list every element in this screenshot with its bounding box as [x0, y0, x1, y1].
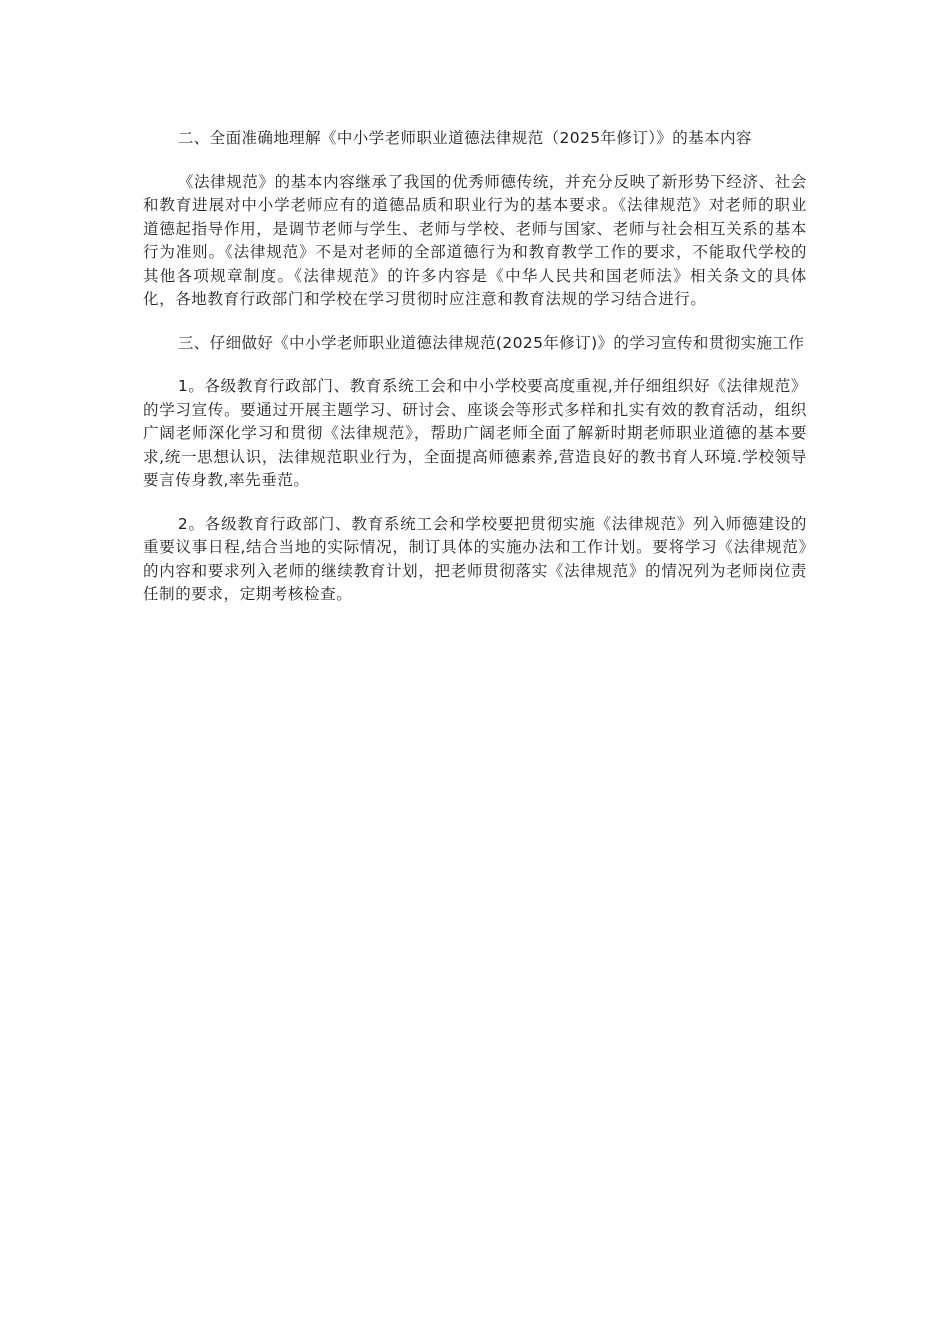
- document-body: [143, 127, 807, 627]
- section-3-item-1: 1。各级教育行政部门、教育系统工会和中小学校要高度重视,并仔细组织好《法律规范》的学习宣传。要通过开展主题学习、研讨会、座谈会等形式多样和扎实有效的教育活动，组织广阔老师深化学习和贯彻《法律规范》，帮助广阔老师全面了解新时期老师职业道德的基本要求,统一思想认识，法律规范职业行为，全面提高师德素养,营造良好的教书育人环境.学校领导要言传身教,率先垂范。: [143, 377, 807, 489]
- section-2-heading: 二、全面准确地理解《中小学老师职业道德法律规范（2025年修订）》的基本内容: [177, 129, 752, 147]
- section-3-heading: 三、仔细做好《中小学老师职业道德法律规范(2025年修订)》的学习宣传和贯彻实施工作: [177, 333, 805, 352]
- section-2-paragraph: 《法律规范》的基本内容继承了我国的优秀师德传统，并充分反映了新形势下经济、社会和教育进展对中小学老师应有的道德品质和职业行为的基本要求。《法律规范》对老师的职业道德起指导作用，是调节老师与学生、老师与学校、老师与国家、老师与社会相互关系的基本行为准则。《法律规范》不是对老师的全部道德行为和教育教学工作的要求，不能取代学校的其他各项规章制度。《法律规范》的许多内容是《中华人民共和国老师法》相关条文的具体化，各地教育行政部门和学校在学习贯彻时应注意和教育法规的学习结合进行。: [143, 172, 807, 308]
- section-3-item-2: 2。各级教育行政部门、教育系统工会和学校要把贯彻实施《法律规范》列入师德建设的重要议事日程,结合当地的实际情况，制订具体的实施办法和工作计划。要将学习《法律规范》的内容和要求列入老师的继续教育计划，把老师贯彻落实《法律规范》的情况列为老师岗位责任制的要求，定期考核检查。: [143, 514, 807, 603]
